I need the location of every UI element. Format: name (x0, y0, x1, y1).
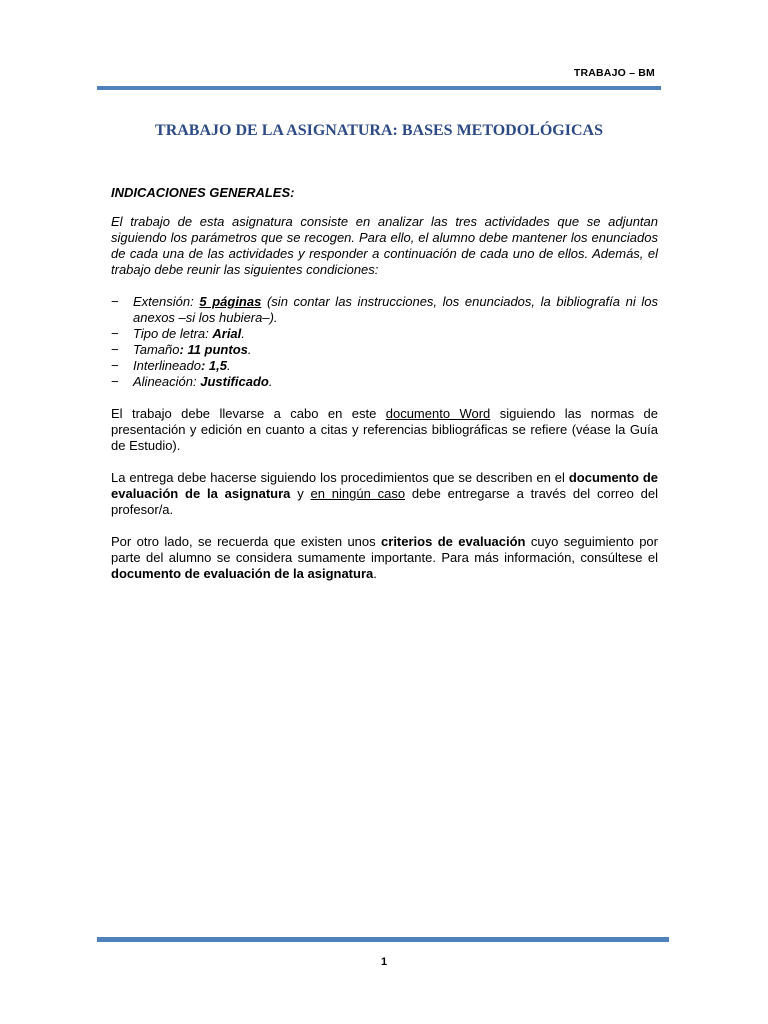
text-segment: siguiendo las normas de presentación y edición en cuanto a citas y referencias bibliográficas se refiere (véase la Guía de Estudio). (111, 406, 659, 453)
condition-value: 5 páginas (199, 294, 262, 309)
evaluation-document-ref: documento de evaluación de la asignatura (111, 470, 658, 501)
condition-rest: . (247, 342, 252, 357)
text-segment: Por otro lado, se recuerda que existen unos (111, 534, 382, 549)
condition-label: Alineación: (133, 374, 201, 389)
condition-rest: (sin contar las instrucciones, los enunciados, la bibliografía ni los anexos –si los hubiera–). (133, 294, 658, 325)
footer-rule (97, 937, 669, 942)
document-title: TRABAJO DE LA ASIGNATURA: BASES METODOLÓGICAS (155, 122, 603, 139)
header-label: TRABAJO – BM (573, 67, 655, 79)
condition-value: Justificado (200, 374, 269, 389)
document-body (111, 185, 658, 598)
condition-label: Tipo de letra: (133, 326, 213, 341)
condition-alignment (111, 374, 658, 390)
condition-label: Tamaño (133, 342, 180, 357)
condition-label: Interlineado (133, 358, 201, 373)
condition-value: Arial (212, 326, 242, 341)
criteria-paragraph (111, 534, 658, 582)
condition-size (111, 342, 658, 358)
word-document-link: documento Word (385, 406, 491, 421)
text-segment: y (290, 486, 311, 501)
bullet-marker: − (111, 294, 119, 309)
text-segment: . (373, 566, 377, 581)
emphasis-underline: en ningún caso (310, 486, 406, 501)
condition-rest: . (268, 374, 273, 389)
condition-font (111, 326, 658, 342)
delivery-paragraph (111, 470, 658, 518)
condition-label: Extensión: (133, 294, 200, 309)
text-segment: El trabajo debe llevarse a cabo en este (111, 406, 386, 421)
condition-rest: . (226, 358, 231, 373)
conditions-list (111, 294, 658, 390)
condition-value: : 11 puntos (179, 342, 248, 357)
bullet-marker: − (111, 374, 119, 389)
page-number: 1 (380, 956, 388, 968)
bullet-marker: − (111, 358, 119, 373)
text-segment: debe entregarse a través del correo del profesor/a. (111, 486, 658, 517)
condition-extension (111, 294, 658, 326)
word-document-paragraph (111, 406, 658, 454)
text-segment: cuyo seguimiento por parte del alumno se considera sumamente importante. Para más información, consúltese el (111, 534, 658, 565)
evaluation-document-ref: documento de evaluación de la asignatura (111, 566, 374, 581)
condition-spacing (111, 358, 658, 374)
bullet-marker: − (111, 326, 119, 341)
intro-paragraph: El trabajo de esta asignatura consiste en analizar las tres actividades que se adjuntan siguiendo los parámetros que se recogen. Para ello, el alumno debe mantener los enunciados de cada una de las actividades y responder a continuación de cada uno de ellos. Además, el trabajo debe reunir las siguientes condiciones: (111, 214, 658, 277)
bullet-marker: − (111, 342, 119, 357)
header-rule (97, 86, 661, 90)
criteria-ref: criterios de evaluación (381, 534, 526, 549)
text-segment: La entrega debe hacerse siguiendo los procedimientos que se describen en el (111, 470, 569, 485)
condition-value: : 1,5 (200, 358, 227, 373)
condition-rest: . (241, 326, 245, 341)
section-heading: INDICACIONES GENERALES: (111, 185, 295, 200)
